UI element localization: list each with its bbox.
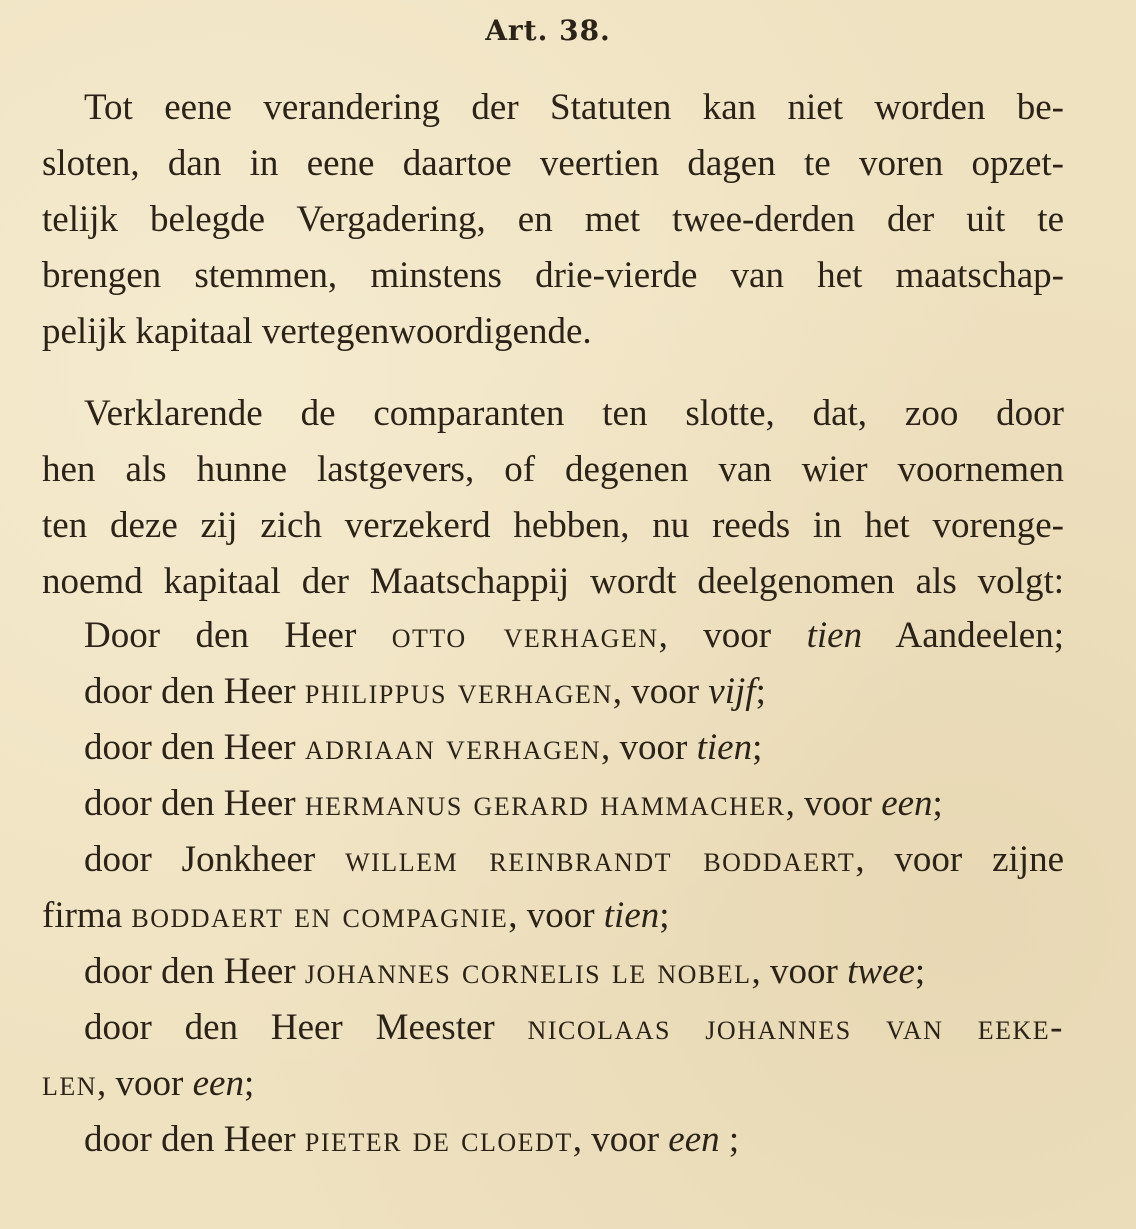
subscription-line (84, 726, 1064, 770)
share-amount: een (192, 1063, 244, 1104)
subscriber-name: boddaert en compagnie (131, 895, 509, 936)
subscription-prefix: door den Heer (84, 951, 296, 992)
subscription-line (84, 782, 1064, 826)
subscription-mid: , voor zijne (855, 839, 1065, 880)
subscriber-name: hermanus gerard hammacher (304, 783, 786, 824)
subscription-mid: , voor (658, 615, 772, 656)
subscriber-name: pieter de cloedt (304, 1119, 573, 1160)
subscription-suffix: ; (752, 727, 763, 768)
subscription-mid: , voor (612, 671, 700, 712)
article-heading: Art. 38. (485, 14, 611, 47)
subscription-suffix: ; (659, 895, 670, 936)
subscription-suffix: ; (243, 1063, 255, 1104)
paragraph1-line-4: brengen stemmen, minstens drie-vierde van het maatschap- (42, 255, 1064, 296)
subscriber-name: otto verhagen (391, 615, 659, 656)
paragraph2-line-1: Verklarende de comparanten ten slotte, dat, zoo door (84, 393, 1064, 434)
share-amount: tien (603, 895, 660, 936)
paragraph1-line-5: pelijk kapitaal vertegenwoordigende. (42, 311, 592, 352)
subscription-suffix: ; (728, 1119, 740, 1160)
share-amount: tien (806, 615, 863, 656)
subscription-prefix: door den Heer Meester (84, 1007, 495, 1048)
subscriber-name: nicolaas johannes van eeke- (527, 1007, 1064, 1048)
subscription-prefix: Door den Heer (84, 615, 357, 656)
subscription-line (84, 838, 1064, 882)
subscriber-name: philippus verhagen (304, 671, 613, 712)
subscription-line (42, 1062, 1064, 1106)
subscription-mid: , voor (508, 895, 595, 936)
paragraph1-line-2: sloten, dan in eene daartoe veertien dagen te voren opzet- (42, 143, 1064, 184)
subscription-mid: , voor (601, 727, 688, 768)
subscription-mid: , voor (785, 783, 872, 824)
subscription-mid: , voor (572, 1119, 660, 1160)
share-amount: twee (847, 951, 915, 992)
subscriber-name: adriaan verhagen (304, 727, 602, 768)
subscription-line (84, 614, 1064, 658)
share-amount: een (881, 783, 933, 824)
subscription-line (84, 950, 1064, 994)
subscriber-name: johannes cornelis le nobel (304, 951, 752, 992)
subscription-line (84, 1118, 1064, 1162)
subscriber-name: willem reinbrandt boddaert (345, 839, 856, 880)
subscription-line (84, 1006, 1064, 1050)
paragraph2-line-3: ten deze zij zich verzekerd hebben, nu reeds in het vorenge- (42, 505, 1064, 546)
subscription-line (84, 670, 1064, 714)
subscription-mid: , voor (751, 951, 838, 992)
subscription-prefix: door Jonkheer (84, 839, 316, 880)
subscription-suffix: ; (914, 951, 926, 992)
subscription-mid: , voor (97, 1063, 184, 1104)
paragraph2-line-2: hen als hunne lastgevers, of degenen van wier voornemen (42, 449, 1064, 490)
paragraph1-line-3: telijk belegde Vergadering, en met twee-derden der uit te (42, 199, 1064, 240)
paragraph1-line-1: Tot eene verandering der Statuten kan niet worden be- (84, 87, 1064, 128)
subscription-prefix: firma (42, 895, 123, 936)
subscription-suffix: Aandeelen; (895, 615, 1064, 656)
subscription-suffix: ; (932, 783, 943, 824)
share-amount: vijf (708, 671, 756, 712)
share-amount: tien (696, 727, 753, 768)
share-amount: een (668, 1119, 720, 1160)
subscription-suffix: ; (755, 671, 766, 712)
subscriber-name: len (42, 1063, 98, 1104)
subscription-prefix: door den Heer (84, 783, 296, 824)
subscription-prefix: door den Heer (84, 1119, 296, 1160)
subscription-prefix: door den Heer (84, 727, 296, 768)
subscription-prefix: door den Heer (84, 671, 296, 712)
subscription-line (42, 894, 1064, 938)
paragraph2-line-4: noemd kapitaal der Maatschappij wordt deelgenomen als volgt: (42, 561, 1064, 602)
